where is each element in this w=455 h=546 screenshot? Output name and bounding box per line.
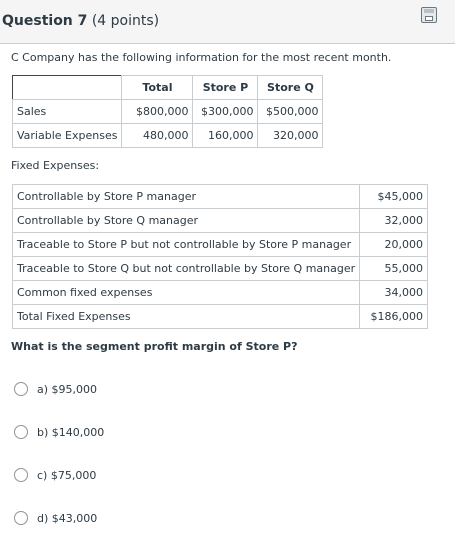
question-header: [0, 0, 455, 44]
option-label[interactable]: d) $43,000: [37, 511, 98, 525]
table-row: [13, 100, 323, 124]
row-label: Common fixed expenses: [13, 281, 360, 305]
table-row: [13, 257, 428, 281]
cell-value: $300,000: [193, 100, 258, 124]
option-label[interactable]: a) $95,000: [37, 382, 98, 396]
row-label: Variable Expenses: [13, 124, 122, 148]
row-label: Traceable to Store P but not controllable by Store P manager: [13, 233, 360, 257]
table-header-row: [13, 76, 323, 100]
cell-value: 55,000: [360, 257, 428, 281]
radio-button-b[interactable]: [14, 425, 28, 439]
header-store-p: Store P: [193, 76, 258, 100]
answer-option-c[interactable]: [14, 467, 96, 483]
cell-value: $500,000: [258, 100, 323, 124]
save-icon-shutter: [424, 9, 434, 13]
cell-value: 34,000: [360, 281, 428, 305]
cell-value: 32,000: [360, 209, 428, 233]
option-label[interactable]: c) $75,000: [37, 468, 97, 482]
cell-value: $800,000: [122, 100, 193, 124]
table-row: [13, 124, 323, 148]
question-points: (4 points): [91, 13, 160, 29]
fixed-expenses-table: [12, 184, 428, 329]
radio-button-c[interactable]: [14, 468, 28, 482]
question-number: Question 7: [2, 13, 88, 29]
cell-value: 20,000: [360, 233, 428, 257]
cell-value: 160,000: [193, 124, 258, 148]
question-title: [2, 13, 159, 29]
table-row: [13, 233, 428, 257]
cell-value: $45,000: [360, 185, 428, 209]
fixed-expenses-label: Fixed Expenses:: [11, 159, 100, 172]
radio-button-a[interactable]: [14, 382, 28, 396]
table-row: [13, 281, 428, 305]
question-prompt: What is the segment profit margin of Store P?: [11, 340, 298, 353]
row-label: Traceable to Store Q but not controllable by Store Q manager: [13, 257, 360, 281]
radio-button-d[interactable]: [14, 511, 28, 525]
cell-value: 480,000: [122, 124, 193, 148]
option-label[interactable]: b) $140,000: [37, 425, 105, 439]
table-corner: [13, 76, 122, 100]
row-label: Controllable by Store P manager: [13, 185, 360, 209]
cell-value: $186,000: [360, 305, 428, 329]
table-row: [13, 209, 428, 233]
header-total: Total: [122, 76, 193, 100]
answer-option-b[interactable]: [14, 424, 104, 440]
row-label: Total Fixed Expenses: [13, 305, 360, 329]
header-store-q: Store Q: [258, 76, 323, 100]
question-intro: C Company has the following information for the most recent month.: [11, 51, 392, 64]
cell-value: 320,000: [258, 124, 323, 148]
table-row: [13, 185, 428, 209]
table-row: [13, 305, 428, 329]
answer-option-d[interactable]: [14, 510, 97, 526]
row-label: Controllable by Store Q manager: [13, 209, 360, 233]
save-icon[interactable]: [421, 7, 437, 23]
answer-option-a[interactable]: [14, 381, 97, 397]
sales-table: [12, 75, 323, 148]
row-label: Sales: [13, 100, 122, 124]
save-icon-label: [425, 16, 433, 21]
